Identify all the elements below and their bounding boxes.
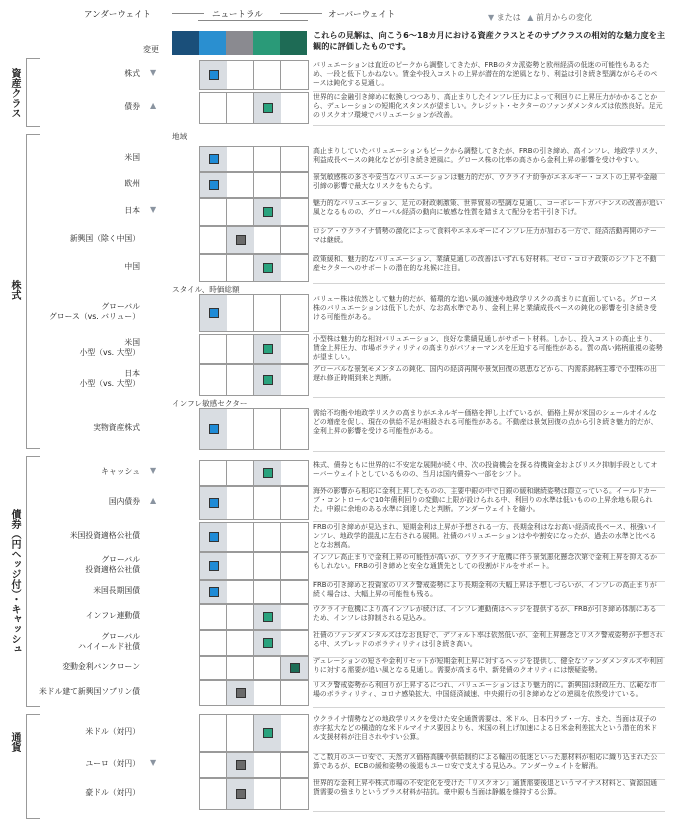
- grid-line: [253, 552, 254, 580]
- bracket-cap: [26, 706, 40, 707]
- swatch-underweight: [199, 31, 226, 55]
- grid-line: [280, 60, 281, 90]
- grid-line: [226, 630, 227, 656]
- rating-marker: [236, 235, 246, 245]
- bracket-cap: [26, 456, 40, 457]
- rating-marker: [236, 688, 246, 698]
- grid-line: [226, 656, 227, 680]
- grid-line: [253, 580, 254, 604]
- row-label: 米国長期国債: [93, 586, 140, 595]
- rating-marker: [263, 728, 273, 738]
- rating-marker: [263, 468, 273, 478]
- row-label: 実物資産株式: [93, 423, 140, 432]
- bracket-cap: [26, 818, 40, 819]
- row-description: 政策緩和、魅力的なバリュエーション、業績見通しの改善はいずれも好材料。ゼロ・コロナ政策のシフトと不動産セクターへのサポートの潜在的な兆候に注目。: [313, 255, 657, 272]
- row-description: リスク警戒姿勢から利回りが上昇するにつれ、バリュエーションはより魅力的に。新興国は財政圧力、広範な市場のボラティリティ、コロナ感染拡大、中国経済減速、中央銀行の引き締めなどの逆風を依然受けている。: [313, 681, 658, 698]
- row-separator: [313, 707, 665, 708]
- row-label: ユーロ（対円）: [85, 759, 140, 768]
- rating-grid: [199, 680, 309, 706]
- rating-marker: [263, 344, 273, 354]
- row-description: ロシア・ウクライナ情勢の激化によって食料やエネルギーにインフレ圧力が加わる一方で、経済活動再開のテーマは継続。: [313, 227, 657, 244]
- grid-line: [280, 172, 281, 198]
- row-description: 小型株は魅力的な相対バリュエーション、良好な業績見通しがサポート材料。しかし、投入コストの高止まり、賃金上昇圧力、市場ボラティリティの高まりがパフォーマンスを圧迫する可能性がある。質の高い銘柄重視の姿勢が望ましい。: [313, 335, 663, 361]
- bracket-cap: [26, 58, 40, 59]
- rating-marker: [290, 663, 300, 673]
- row-description: 世界的な金利上昇や株式市場の不安定化を受けた「リスクオン」通貨需要後退というマイナス材料と、資源国通貨需要の強まりというプラス材料が拮抗。豪中銀も当面は静観を維持する公算。: [313, 779, 657, 796]
- grid-line: [253, 60, 254, 90]
- row-separator: [313, 91, 665, 92]
- grid-line: [253, 656, 254, 680]
- change-label: 変更: [143, 45, 159, 54]
- rating-marker: [209, 308, 219, 318]
- rating-marker: [209, 424, 219, 434]
- swatch-overweight-strong: [280, 31, 307, 55]
- rating-marker: [209, 154, 219, 164]
- grid-line: [280, 778, 281, 810]
- row-description: 世界的に金融引き締めに転換しつつあり、高止まりしたインフレ圧力によって利回りに上昇圧力がかかることから、デュレーションの短期化スタンスが望ましい。クレジット・セクターのファンダメンタルズは依然良好。足元のリスクオフ環境でバリュエーションが改善。: [313, 93, 663, 119]
- category-bonds: 債券（円ヘッジ付）・キャッシュ: [9, 508, 20, 654]
- rating-marker: [209, 587, 219, 597]
- row-label: 変動金利バンクローン: [62, 662, 140, 671]
- grid-line: [280, 580, 281, 604]
- grid-line: [253, 172, 254, 198]
- swatch-neutral: [226, 31, 253, 55]
- grid-line: [226, 254, 227, 282]
- subheader-region: 地域: [172, 132, 188, 141]
- grid-line: [253, 408, 254, 450]
- grid-line: [280, 752, 281, 778]
- rating-grid: [199, 752, 309, 778]
- rating-marker: [236, 789, 246, 799]
- rating-grid: [199, 778, 309, 810]
- rating-marker: [209, 70, 219, 80]
- row-description: 魅力的なバリュエーション、足元の財政刺激策、世界貿易の堅調な見通し、コーポレートガバナンスの改善が追い風となるものの、グローバル経済の動向に敏感な性質を踏まえて配分を若干引き下げ。: [313, 199, 663, 216]
- grid-line: [226, 198, 227, 226]
- grid-line: [280, 552, 281, 580]
- row-separator: [313, 283, 665, 284]
- bracket-cap: [26, 448, 40, 449]
- row-description: 社債のファンダメンタルズはなお良好で、デフォルト率は依然低いが、金利上昇懸念とリスク警戒姿勢が予想される中、スプレッドのボラティリティは引き続き高い。: [313, 631, 663, 648]
- row-label: 日本: [124, 206, 140, 215]
- row-description: ウクライナ危機により高インフレが続けば、インフレ連動債はヘッジを提供するが、FRBが引き締め体制にあるため、インフレは抑制される見込み。: [313, 605, 657, 622]
- row-description: 景気敏感株の多さや妥当なバリュエーションは魅力的だが、ウクライナ紛争がエネルギー・コストの上昇や金融引締の影響で最大なリスクをもたらす。: [313, 173, 657, 190]
- grid-line: [280, 486, 281, 520]
- bracket-cap: [26, 126, 40, 127]
- row-separator: [313, 521, 665, 522]
- grid-line: [253, 146, 254, 172]
- rating-marker: [209, 180, 219, 190]
- rating-marker: [209, 532, 219, 542]
- up-arrow-icon: ▲: [527, 13, 534, 22]
- overweight-rule: [280, 13, 322, 14]
- row-description: デュレーションの短さや金利リセットが短期金利上昇に対するヘッジを提供し、健全なファンダメンタルズや利回りに対する需要が追い風となる見通し。需要が高まる中、新発債のクオリティには懐疑姿勢。: [313, 657, 663, 674]
- grid-line: [280, 680, 281, 706]
- rating-marker: [263, 612, 273, 622]
- neutral-rule: [198, 20, 308, 21]
- category-currency: 通貨: [9, 732, 20, 752]
- grid-line: [226, 364, 227, 396]
- rating-marker: [263, 207, 273, 217]
- row-label: 国内債券: [108, 497, 140, 506]
- row-label: 豪ドル（対円）: [85, 788, 140, 797]
- row-separator: [313, 333, 665, 334]
- swatch-underweight-strong: [172, 31, 199, 55]
- row-description: FRBの引き締めが見込まれ、短期金利は上昇が予想される一方、長期金利はなお高い経済成長ペース、根強いインフレ、地政学的混乱に左右される展開。社債のバリュエーションはやや割安になったが、過去の水準と比べるとなお割高。: [313, 523, 658, 549]
- row-description: ウクライナ情勢などの地政学リスクを受けた安全通貨需要は、米ドル、日本円ラブ・一方、また、当面は双子の赤字拡大などの構造的な米ドルマイナス要因よりも、米国の利上げ加速による日米金利差拡大という潜在的米ドル支援材料が注目されやすい公算。: [313, 715, 658, 741]
- grid-line: [253, 294, 254, 332]
- swatch-overweight: [253, 31, 280, 55]
- underweight-label: アンダーウェイト: [84, 10, 151, 20]
- row-description: ここ数月のユーロ安で、天然ガス価格高騰や供給制約による輸出の低迷といった悪材料が相応に織り込まれた公算であるが、ECBの緩和姿勢の後退もユーロ安で支えする見込み。アンダーウェイトを解消。: [313, 753, 658, 770]
- grid-line: [226, 92, 227, 124]
- down-arrow-icon: ▼: [488, 13, 495, 22]
- rating-marker: [263, 638, 273, 648]
- row-label: 米ドル（対円）: [85, 727, 140, 736]
- row-label: 債券: [124, 102, 140, 111]
- rating-marker: [209, 498, 219, 508]
- grid-line: [253, 522, 254, 552]
- row-label: 日本 小型（vs. 大型）: [79, 369, 140, 388]
- bracket-cap: [26, 714, 40, 715]
- row-label: 米国 小型（vs. 大型）: [79, 338, 140, 357]
- subheader-inflation: インフレ敏感セクター: [172, 399, 248, 408]
- row-description: 需給不均衡や地政学リスクの高まりがエネルギー価格を押し上げているが、価格上昇が米国のシェールオイルなどの増産を促し、現在の供給不足が相殺される可能性がある。不動産は景気回復の点から引き続き魅力的だが、金利上昇の影響を受ける可能性がある。: [313, 409, 658, 435]
- row-label: 中国: [124, 262, 140, 271]
- row-label: 新興国（除く中国）: [69, 234, 140, 243]
- row-description: 海外の影響から相応に金利上昇したものの、主要中銀の中で日銀の緩和継続姿勢は際立っている。イールドカーブ・コントロールで10年債利回りの変動に上限が設けられる中、利回りの水準は低いものの上昇余地も限られた。中銀に余地のある水準に到達したと判断。アンダーウェイトを縮小。: [313, 487, 657, 513]
- rating-grid: [199, 226, 309, 254]
- grid-line: [280, 226, 281, 254]
- up-arrow-icon: ▲: [150, 101, 157, 110]
- category-equity: 株式: [9, 280, 20, 300]
- row-separator: [313, 125, 665, 126]
- row-label: 欧州: [124, 179, 140, 188]
- row-description: グローバルな景気モメンタムの鈍化、国内の経済再開や景気回復の恩恵などから、内需系銘柄主導で小型株の出遅れ修正時期到来と判断。: [313, 365, 657, 382]
- down-arrow-icon: ▼: [150, 68, 157, 77]
- row-label: グローバル グロース（vs. バリュー）: [49, 302, 140, 321]
- rating-marker: [263, 263, 273, 273]
- legend: ▼ または ▲ 前月からの変化: [488, 13, 592, 22]
- neutral-label: ニュートラル: [212, 10, 263, 20]
- row-label: グローバル ハイイールド社債: [78, 632, 140, 651]
- row-description: 高止まりしていたバリュエーションもピークから調整してきたが、FRBの引き締め、高インフレ、地政学リスク、利益成長ペースの鈍化などが引き続き逆風に。グロース株の比率の高さから金利上昇の影響を受けやすい。: [313, 147, 662, 164]
- row-label: 米国投資適格公社債: [69, 531, 140, 540]
- rating-marker: [263, 375, 273, 385]
- row-label: 株式: [124, 69, 140, 78]
- overweight-label: オーバーウェイト: [328, 10, 396, 20]
- category-assets: 資産クラス: [9, 68, 20, 118]
- row-description: インフレ高止まりで金利上昇の可能性が高いが、ウクライナ危機に伴う景気悪化懸念次第で金利上昇を抑えるかもしれない。FRBの引き締めと安全な通貨先としての役割がドルをサポート。: [313, 553, 658, 570]
- grid-line: [226, 334, 227, 364]
- row-separator: [313, 397, 665, 398]
- grid-line: [226, 604, 227, 630]
- summary-text: これらの見解は、向こう6～18カ月における資産クラスとそのサブクラスの相対的な魅力度を主観的に評価したものです。: [313, 30, 666, 51]
- grid-line: [226, 460, 227, 486]
- row-description: FRBの引き締めと投資家のリスク警戒姿勢により長期金利の大幅上昇は予想しづらいが、インフレの高止まりが続く場合は、大幅上昇の可能性も残る。: [313, 581, 657, 598]
- grid-line: [280, 294, 281, 332]
- row-label: 米国: [124, 153, 140, 162]
- rating-marker: [236, 760, 246, 770]
- row-label: グローバル 投資適格公社債: [85, 555, 140, 574]
- grid-line: [226, 714, 227, 752]
- subheader-style: スタイル、時価総額: [172, 285, 240, 294]
- down-arrow-icon: ▼: [150, 205, 157, 214]
- grid-line: [280, 146, 281, 172]
- grid-line: [253, 486, 254, 520]
- row-label: インフレ連動債: [85, 611, 140, 620]
- row-label: 米ドル建て新興国ソブリン債: [38, 687, 140, 696]
- grid-line: [280, 522, 281, 552]
- rating-marker: [263, 103, 273, 113]
- row-description: バリュー株は依然として魅力的だが、循環的な追い風の減速や地政学リスクの高まりに直面している。グロース株のバリュエーションは低下したが、なお高水準であり、金利上昇と業績成長ペースの鈍化の影響を引き続き受ける可能性がある。: [313, 295, 657, 321]
- row-separator: [313, 811, 665, 812]
- rating-marker: [209, 561, 219, 571]
- row-description: 株式、債券ともに世界的に不安定な展開が続く中、次の投資機会を探る待機資金およびリスク抑制手段としてオーバーウェイトとしているものの、当月は国内債券へ一部をシフト。: [313, 461, 658, 478]
- grid-line: [280, 408, 281, 450]
- row-description: バリュエーションは直近のピークから調整してきたが、FRBのタカ派姿勢と欧州経済の低迷の可能性もあるため、一段と低下しかねない。賃金や投入コストの上昇が潜在的な逆風となり、利益は引き続き堅調ながらそのペースは鈍化する見通し。: [313, 61, 658, 87]
- row-separator: [313, 451, 665, 452]
- up-arrow-icon: ▲: [150, 496, 157, 505]
- underweight-rule: [172, 13, 204, 14]
- row-label: キャッシュ: [101, 467, 140, 476]
- down-arrow-icon: ▼: [150, 758, 157, 767]
- down-arrow-icon: ▼: [150, 466, 157, 475]
- bracket-cap: [26, 134, 40, 135]
